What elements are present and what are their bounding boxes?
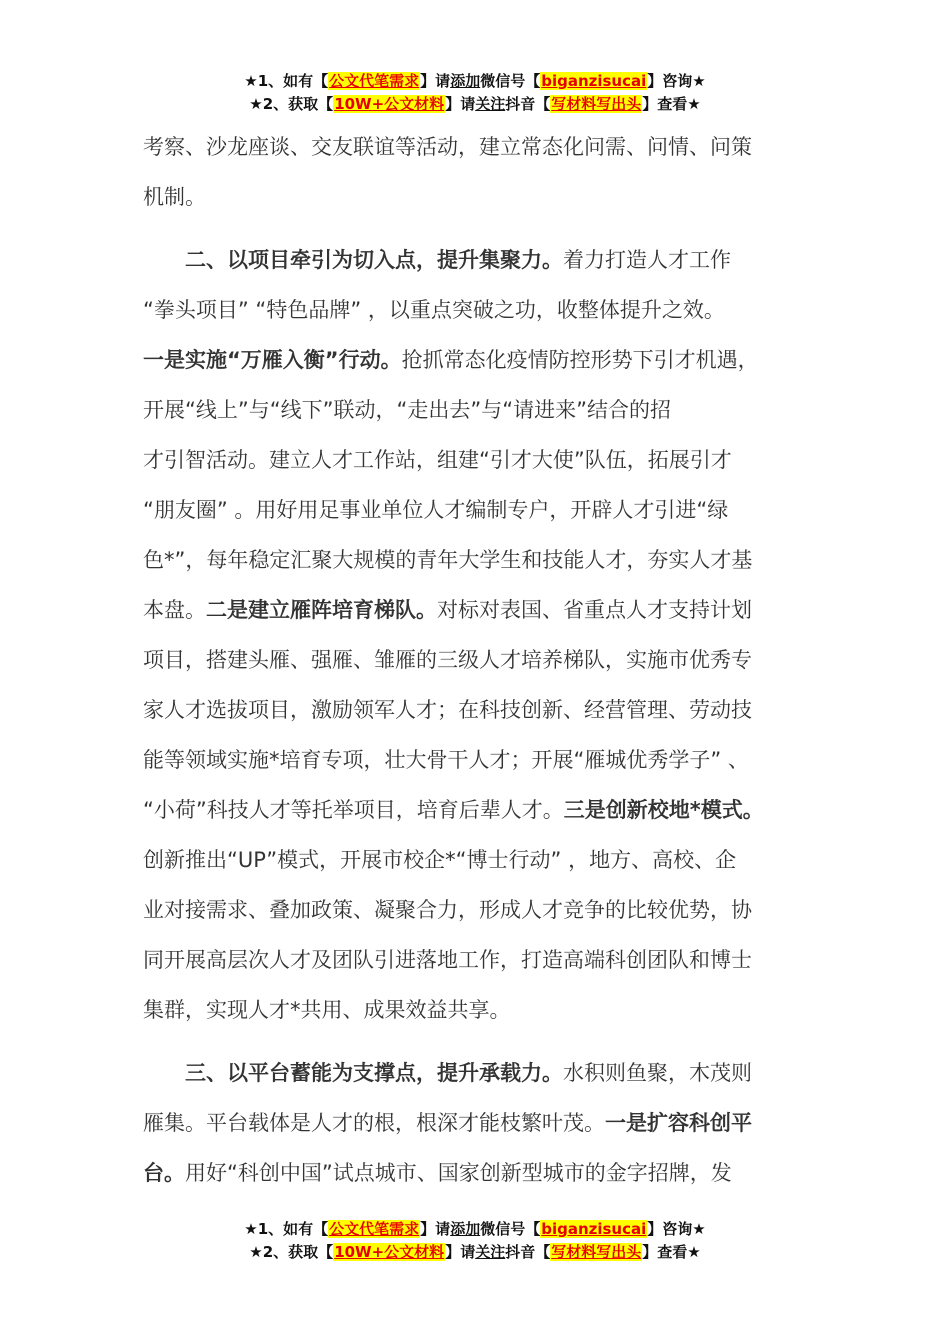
bold-lead: 二是建立雁阵培育梯队。 bbox=[206, 598, 437, 622]
banner-highlight: 公文代笔需求 bbox=[329, 1220, 420, 1238]
banner-text: 】请 bbox=[445, 1243, 476, 1261]
banner-highlight: 10W+公文材料 bbox=[334, 95, 445, 113]
text-line: 项目，搭建头雁、强雁、雏雁的三级人才培养梯队，实施市优秀专 bbox=[143, 648, 752, 672]
banner-text: 】请 bbox=[420, 72, 451, 90]
bold-lead: 三是创新校地*模式。 bbox=[563, 798, 764, 822]
text-span: 抢抓常态化疫情防控形势下引才机遇， bbox=[401, 348, 759, 372]
banner-text: 】请 bbox=[420, 1220, 451, 1238]
banner-highlight: 写材料写出头 bbox=[551, 1243, 642, 1261]
banner-underline: 添加 bbox=[450, 1220, 481, 1238]
banner-text: 】请 bbox=[445, 95, 476, 113]
banner-text: 】咨询★ bbox=[647, 72, 706, 90]
banner-line-1 bbox=[0, 70, 950, 93]
text-span: “小荷”科技人才等托举项目，培育后辈人才。 bbox=[143, 798, 564, 822]
text-line bbox=[143, 785, 823, 835]
banner-text: ★2、获取【 bbox=[249, 95, 334, 113]
text-line: 家人才选拔项目，激励领军人才；在科技创新、经营管理、劳动技 bbox=[143, 698, 752, 722]
banner-text: 抖音【 bbox=[505, 1243, 551, 1261]
text-line: “朋友圈” 。用好用足事业单位人才编制专户，开辟人才引进“绿 bbox=[143, 498, 729, 522]
banner-text: 】查看★ bbox=[642, 95, 701, 113]
text-line bbox=[143, 335, 823, 385]
text-line: 同开展高层次人才及团队引进落地工作，打造高端科创团队和博士 bbox=[143, 948, 752, 972]
text-line bbox=[143, 585, 823, 635]
text-line: 业对接需求、叠加政策、凝聚合力，形成人才竞争的比较优势，协 bbox=[143, 898, 752, 922]
banner-line-2 bbox=[0, 1241, 950, 1264]
banner-text: 】查看★ bbox=[642, 1243, 701, 1261]
text-line bbox=[143, 1148, 823, 1198]
banner-text: ★1、如有【 bbox=[244, 1220, 329, 1238]
text-line: 创新推出“UP”模式，开展市校企*“博士行动” ，地方、高校、企 bbox=[143, 848, 737, 872]
banner-text: 抖音【 bbox=[505, 95, 551, 113]
section-heading: 二、以项目牵引为切入点，提升集聚力。 bbox=[185, 248, 563, 272]
paragraph-1 bbox=[143, 122, 823, 222]
text-line: 开展“线上”与“线下”联动，“走出去”与“请进来”结合的招 bbox=[143, 398, 672, 422]
banner-highlight: 10W+公文材料 bbox=[334, 1243, 445, 1261]
banner-underline: 关注 bbox=[475, 1243, 506, 1261]
text-span: 着力打造人才工作 bbox=[563, 248, 731, 272]
banner-line-1 bbox=[0, 1218, 950, 1241]
banner-underline: 关注 bbox=[475, 95, 506, 113]
text-line: 机制。 bbox=[143, 185, 206, 209]
paragraph-2 bbox=[143, 235, 823, 1035]
text-line: 能等领域实施*培育专项，壮大骨干人才；开展“雁城优秀学子” 、 bbox=[143, 748, 749, 772]
text-line bbox=[143, 1048, 823, 1098]
bold-lead: 一是扩容科创平 bbox=[605, 1111, 752, 1135]
text-span: 雁集。平台载体是人才的根，根深才能枝繁叶茂。 bbox=[143, 1111, 605, 1135]
text-line bbox=[143, 1098, 823, 1148]
banner-text: 微信号【 bbox=[480, 72, 541, 90]
paragraph-3 bbox=[143, 1048, 823, 1198]
banner-text: ★2、获取【 bbox=[249, 1243, 334, 1261]
document-body bbox=[143, 122, 823, 1198]
text-line: 考察、沙龙座谈、交友联谊等活动，建立常态化问需、问情、问策 bbox=[143, 135, 752, 159]
banner-underline: 添加 bbox=[450, 72, 481, 90]
text-line: 才引智活动。建立人才工作站，组建“引才大使”队伍，拓展引才 bbox=[143, 448, 732, 472]
section-heading: 三、以平台蓄能为支撑点，提升承载力。 bbox=[185, 1061, 563, 1085]
text-line: 集群，实现人才*共用、成果效益共享。 bbox=[143, 998, 511, 1022]
bold-lead: 台。 bbox=[143, 1161, 185, 1185]
text-line: “拳头项目” “特色品牌” ，以重点突破之功，收整体提升之效。 bbox=[143, 298, 725, 322]
banner-highlight: biganzisucai bbox=[541, 72, 647, 90]
banner-highlight: 写材料写出头 bbox=[551, 95, 642, 113]
banner-text: 微信号【 bbox=[480, 1220, 541, 1238]
text-span: 用好“科创中国”试点城市、国家创新型城市的金字招牌，发 bbox=[185, 1161, 732, 1185]
banner-highlight: biganzisucai bbox=[541, 1220, 647, 1238]
footer-banner bbox=[0, 1218, 950, 1264]
banner-line-2 bbox=[0, 93, 950, 116]
bold-lead: 一是实施“万雁入衡”行动。 bbox=[143, 348, 402, 372]
text-line bbox=[143, 235, 823, 285]
text-span: 水积则鱼聚，木茂则 bbox=[563, 1061, 752, 1085]
text-span: 本盘。 bbox=[143, 598, 206, 622]
banner-text: 】咨询★ bbox=[647, 1220, 706, 1238]
text-span: 对标对表国、省重点人才支持计划 bbox=[437, 598, 752, 622]
banner-text: ★1、如有【 bbox=[244, 72, 329, 90]
header-banner bbox=[0, 70, 950, 116]
text-line: 色*”，每年稳定汇聚大规模的青年大学生和技能人才，夯实人才基 bbox=[143, 548, 753, 572]
banner-highlight: 公文代笔需求 bbox=[329, 72, 420, 90]
